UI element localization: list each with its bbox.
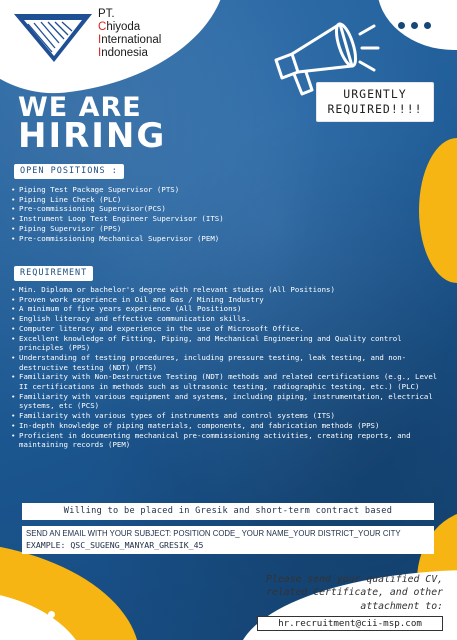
chiyoda-logo-icon (14, 12, 92, 62)
list-item: • Proven work experience in Oil and Gas / Mining Industry (10, 295, 446, 305)
list-item: • Pre-commissioning Supervisor(PCS) (10, 204, 310, 214)
list-item: • Piping Supervisor (PPS) (10, 224, 310, 234)
email-subject-instructions (22, 526, 434, 554)
company-name (98, 8, 161, 60)
company-name-line (98, 34, 161, 47)
application-instructions (243, 573, 443, 613)
list-item: • Min. Diploma or bachelor's degree with relevant studies (All Positions) (10, 285, 446, 295)
list-item: • Pre-commissioning Mechanical Supervisor (PEM) (10, 234, 310, 244)
company-name-initial: I (98, 47, 102, 59)
company-name-line (98, 8, 161, 21)
list-item: • Excellent knowledge of Fitting, Piping, and Mechanical Engineering and Quality control principles (PPS) (10, 334, 446, 353)
urgent-text: REQUIRED!!!! (327, 102, 423, 116)
cta-text: related Certificate, and other (266, 587, 443, 599)
company-name-initial: I (98, 34, 102, 46)
company-name-rest: hiyoda (106, 21, 141, 33)
open-positions-list (10, 185, 310, 243)
company-name-line (98, 47, 161, 60)
cta-text: Please send your qualified CV, (266, 574, 443, 585)
email-subject-format: SEND AN EMAIL WITH YOUR SUBJECT: POSITION CODE_ YOUR NAME_YOUR DISTRICT_YOUR CITY (26, 529, 401, 538)
requirements-list (10, 285, 446, 450)
company-name-rest: ndonesia (101, 47, 148, 59)
requirement-label: REQUIREMENT (14, 266, 93, 281)
decor-shape (419, 138, 457, 283)
list-item: • Piping Line Check (PLC) (10, 195, 310, 205)
list-item: • Familiarity with Non-Destructive Testing (NDT) methods and related certifications (e.g., Level II certifications in methods such as ultrasonic testing, radiographic testing, etc.) (PLC) (10, 372, 446, 391)
email-subject-example: EXAMPLE: QSC_SUGENG_MANYAR_GRESIK_45 (26, 539, 204, 550)
list-item: • English literacy and effective communication skills. (10, 314, 446, 324)
open-positions-label: OPEN POSITIONS : (14, 164, 124, 179)
cta-text: attachment to: (360, 600, 443, 612)
recruitment-email-link[interactable]: hr.recruitment@cii-msp.com (257, 616, 443, 631)
list-item: • A minimum of five years experience (All Positions) (10, 304, 446, 314)
headline-we-are: WE ARE (18, 92, 142, 123)
list-item: • Familiarity with various equipment and systems, including piping, instrumentation, electrical systems, etc (PCS) (10, 392, 446, 411)
list-item: • Understanding of testing procedures, including pressure testing, leak testing, and non-destructive testing (NDT) (PTS) (10, 353, 446, 372)
company-name-rest: nternational (101, 34, 162, 46)
headline-hiring: HIRING (18, 116, 167, 156)
list-item: • Piping Test Package Supervisor (PTS) (10, 185, 310, 195)
company-name-initial: C (98, 21, 107, 33)
list-item: • In-depth knowledge of piping materials, components, and fabrication methods (PPS) (10, 421, 446, 431)
company-logo (14, 4, 214, 68)
company-name-initial: PT. (98, 8, 115, 20)
placement-note: Willing to be placed in Gresik and short-term contract based (22, 503, 434, 520)
list-item: • Familiarity with various types of instruments and control systems (ITS) (10, 411, 446, 421)
company-name-line (98, 21, 161, 34)
list-item: • Instrument Loop Test Engineer Supervisor (ITS) (10, 214, 310, 224)
list-item: • Computer literacy and experience in the use of Microsoft Office. (10, 324, 446, 334)
urgent-banner (316, 82, 434, 122)
urgent-text: URGENTLY (343, 87, 407, 101)
dots-icon (22, 611, 55, 618)
list-item: • Proficient in documenting mechanical pre-commissioning activities, creating reports, and maintaining records (PEM) (10, 431, 446, 450)
dots-icon (398, 22, 431, 29)
